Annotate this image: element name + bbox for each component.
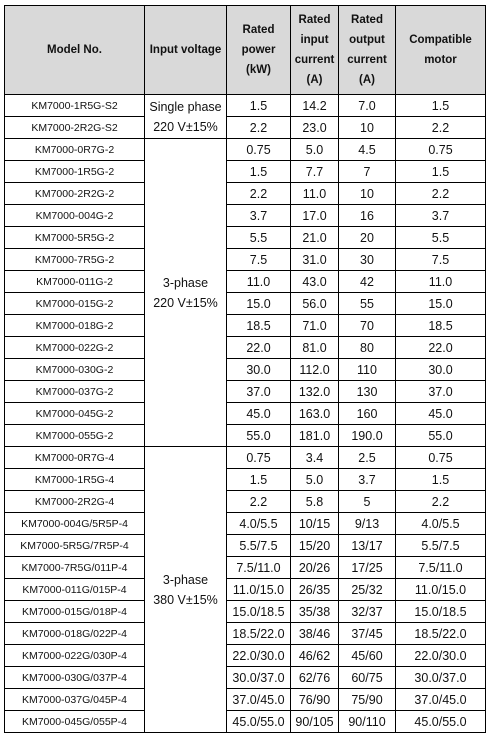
header-rated-input-current [291,6,339,95]
cell-compatible-motor: 45.0 [396,403,486,425]
cell-model-no: KM7000-011G/015P-4 [5,579,145,601]
cell-rated-power: 11.0 [227,271,291,293]
cell-compatible-motor: 5.5/7.5 [396,535,486,557]
cell-rated-input-current: 90/105 [291,711,339,733]
cell-rated-output-current: 4.5 [339,139,396,161]
cell-rated-output-current: 5 [339,491,396,513]
cell-rated-output-current: 160 [339,403,396,425]
cell-rated-input-current: 3.4 [291,447,339,469]
cell-rated-output-current: 13/17 [339,535,396,557]
cell-rated-input-current: 5.8 [291,491,339,513]
cell-model-no: KM7000-045G-2 [5,403,145,425]
cell-rated-output-current: 130 [339,381,396,403]
cell-compatible-motor: 15.0/18.5 [396,601,486,623]
table-body [5,95,486,733]
table-row [5,601,486,623]
header-model-no: Model No. [5,6,145,95]
cell-model-no: KM7000-004G-2 [5,205,145,227]
cell-rated-output-current: 190.0 [339,425,396,447]
cell-compatible-motor: 2.2 [396,117,486,139]
cell-model-no: KM7000-030G/037P-4 [5,667,145,689]
cell-model-no: KM7000-1R5G-4 [5,469,145,491]
cell-rated-power: 7.5/11.0 [227,557,291,579]
cell-rated-output-current: 110 [339,359,396,381]
header-rated-input-current-line: Rated [298,14,331,26]
cell-rated-output-current: 55 [339,293,396,315]
cell-rated-input-current: 23.0 [291,117,339,139]
input-voltage-line: 220 V±15% [153,119,218,134]
cell-rated-power: 15.0 [227,293,291,315]
cell-rated-output-current: 7.0 [339,95,396,117]
cell-compatible-motor: 30.0/37.0 [396,667,486,689]
cell-rated-input-current: 71.0 [291,315,339,337]
cell-model-no: KM7000-0R7G-4 [5,447,145,469]
table-row [5,293,486,315]
table-row [5,337,486,359]
cell-rated-output-current: 37/45 [339,623,396,645]
header-rated-power-line: (kW) [246,64,271,76]
cell-model-no: KM7000-022G/030P-4 [5,645,145,667]
cell-model-no: KM7000-004G/5R5P-4 [5,513,145,535]
input-voltage-line: 3-phase [162,275,209,290]
table-row [5,205,486,227]
cell-rated-power: 2.2 [227,183,291,205]
table-row [5,117,486,139]
cell-compatible-motor: 37.0 [396,381,486,403]
cell-model-no: KM7000-2R2G-4 [5,491,145,513]
header-compatible-motor-line: Compatible [409,34,472,46]
table-row [5,271,486,293]
cell-rated-output-current: 80 [339,337,396,359]
table-row [5,249,486,271]
cell-model-no: KM7000-015G-2 [5,293,145,315]
cell-rated-power: 45.0 [227,403,291,425]
cell-compatible-motor: 11.0 [396,271,486,293]
table-row [5,645,486,667]
cell-rated-input-current: 11.0 [291,183,339,205]
cell-model-no: KM7000-5R5G-2 [5,227,145,249]
cell-rated-power: 5.5/7.5 [227,535,291,557]
table-row [5,95,486,117]
cell-rated-output-current: 25/32 [339,579,396,601]
cell-rated-power: 1.5 [227,469,291,491]
cell-rated-power: 2.2 [227,491,291,513]
cell-rated-input-current: 56.0 [291,293,339,315]
cell-rated-input-current: 112.0 [291,359,339,381]
cell-model-no: KM7000-045G/055P-4 [5,711,145,733]
table-row [5,447,486,469]
header-rated-output-current-line: output [349,34,385,46]
cell-rated-output-current: 9/13 [339,513,396,535]
cell-compatible-motor: 11.0/15.0 [396,579,486,601]
cell-rated-power: 7.5 [227,249,291,271]
cell-rated-power: 15.0/18.5 [227,601,291,623]
table-row [5,183,486,205]
table-row [5,711,486,733]
cell-model-no: KM7000-011G-2 [5,271,145,293]
cell-rated-input-current: 76/90 [291,689,339,711]
cell-rated-power: 3.7 [227,205,291,227]
cell-rated-output-current: 16 [339,205,396,227]
cell-rated-input-current: 46/62 [291,645,339,667]
cell-rated-power: 22.0/30.0 [227,645,291,667]
table-row [5,381,486,403]
cell-rated-output-current: 3.7 [339,469,396,491]
cell-rated-power: 45.0/55.0 [227,711,291,733]
table-row [5,689,486,711]
cell-rated-power: 1.5 [227,95,291,117]
cell-input-voltage [145,139,227,447]
cell-rated-input-current: 181.0 [291,425,339,447]
cell-model-no: KM7000-1R5G-2 [5,161,145,183]
cell-model-no: KM7000-1R5G-S2 [5,95,145,117]
table-row [5,403,486,425]
cell-rated-input-current: 35/38 [291,601,339,623]
cell-rated-input-current: 5.0 [291,469,339,491]
cell-rated-output-current: 30 [339,249,396,271]
cell-model-no: KM7000-5R5G/7R5P-4 [5,535,145,557]
header-rated-output-current-line: current [347,54,387,66]
cell-rated-power: 1.5 [227,161,291,183]
cell-rated-power: 30.0/37.0 [227,667,291,689]
cell-rated-output-current: 75/90 [339,689,396,711]
cell-rated-power: 0.75 [227,139,291,161]
header-rated-output-current-line: Rated [351,14,383,26]
cell-rated-input-current: 7.7 [291,161,339,183]
cell-compatible-motor: 0.75 [396,139,486,161]
cell-model-no: KM7000-037G-2 [5,381,145,403]
cell-rated-power: 30.0 [227,359,291,381]
table-row [5,667,486,689]
cell-compatible-motor: 15.0 [396,293,486,315]
table-row [5,359,486,381]
cell-rated-power: 11.0/15.0 [227,579,291,601]
input-voltage-line: 380 V±15% [153,592,218,607]
cell-compatible-motor: 5.5 [396,227,486,249]
cell-rated-input-current: 132.0 [291,381,339,403]
cell-rated-output-current: 10 [339,117,396,139]
cell-model-no: KM7000-015G/018P-4 [5,601,145,623]
table-row [5,227,486,249]
cell-compatible-motor: 37.0/45.0 [396,689,486,711]
cell-rated-input-current: 26/35 [291,579,339,601]
cell-rated-output-current: 32/37 [339,601,396,623]
table-row [5,161,486,183]
cell-rated-output-current: 90/110 [339,711,396,733]
cell-compatible-motor: 2.2 [396,491,486,513]
cell-model-no: KM7000-7R5G/011P-4 [5,557,145,579]
cell-rated-power: 37.0 [227,381,291,403]
cell-rated-output-current: 70 [339,315,396,337]
cell-model-no: KM7000-018G-2 [5,315,145,337]
cell-rated-output-current: 17/25 [339,557,396,579]
cell-input-voltage [145,447,227,733]
table-row [5,535,486,557]
cell-model-no: KM7000-018G/022P-4 [5,623,145,645]
cell-rated-input-current: 17.0 [291,205,339,227]
cell-model-no: KM7000-2R2G-2 [5,183,145,205]
table-row [5,557,486,579]
cell-compatible-motor: 1.5 [396,469,486,491]
cell-rated-input-current: 62/76 [291,667,339,689]
cell-rated-input-current: 21.0 [291,227,339,249]
cell-model-no: KM7000-030G-2 [5,359,145,381]
cell-compatible-motor: 18.5/22.0 [396,623,486,645]
table-header [5,6,486,95]
cell-rated-input-current: 163.0 [291,403,339,425]
header-input-voltage: Input voltage [145,6,227,95]
table-row [5,469,486,491]
cell-rated-input-current: 43.0 [291,271,339,293]
header-row [5,6,486,95]
header-compatible-motor-line: motor [424,54,457,66]
cell-compatible-motor: 2.2 [396,183,486,205]
cell-compatible-motor: 1.5 [396,95,486,117]
cell-model-no: KM7000-055G-2 [5,425,145,447]
cell-rated-power: 22.0 [227,337,291,359]
cell-compatible-motor: 7.5/11.0 [396,557,486,579]
cell-rated-output-current: 20 [339,227,396,249]
cell-rated-power: 0.75 [227,447,291,469]
cell-rated-power: 18.5/22.0 [227,623,291,645]
table-row [5,139,486,161]
cell-rated-power: 18.5 [227,315,291,337]
cell-rated-output-current: 2.5 [339,447,396,469]
header-rated-power [227,6,291,95]
header-compatible-motor [396,6,486,95]
cell-compatible-motor: 4.0/5.5 [396,513,486,535]
cell-compatible-motor: 22.0 [396,337,486,359]
cell-rated-input-current: 38/46 [291,623,339,645]
table-row [5,425,486,447]
cell-rated-output-current: 45/60 [339,645,396,667]
cell-rated-input-current: 14.2 [291,95,339,117]
cell-compatible-motor: 22.0/30.0 [396,645,486,667]
header-rated-input-current-line: (A) [306,74,323,86]
table-row [5,315,486,337]
cell-rated-output-current: 42 [339,271,396,293]
cell-model-no: KM7000-0R7G-2 [5,139,145,161]
cell-model-no: KM7000-022G-2 [5,337,145,359]
table-row [5,491,486,513]
cell-model-no: KM7000-037G/045P-4 [5,689,145,711]
cell-rated-power: 37.0/45.0 [227,689,291,711]
cell-rated-output-current: 60/75 [339,667,396,689]
header-rated-input-current-line: input [300,34,329,46]
cell-rated-input-current: 31.0 [291,249,339,271]
cell-rated-power: 5.5 [227,227,291,249]
input-voltage-line: 3-phase [162,572,209,587]
input-voltage-line: Single phase [149,99,222,114]
cell-rated-input-current: 20/26 [291,557,339,579]
table-row [5,623,486,645]
cell-rated-input-current: 15/20 [291,535,339,557]
header-rated-output-current-line: (A) [359,74,375,86]
cell-rated-power: 4.0/5.5 [227,513,291,535]
cell-rated-power: 2.2 [227,117,291,139]
specification-table [4,5,486,733]
cell-rated-input-current: 5.0 [291,139,339,161]
cell-input-voltage [145,95,227,139]
header-rated-power-line: power [241,44,276,56]
cell-rated-input-current: 81.0 [291,337,339,359]
cell-rated-output-current: 7 [339,161,396,183]
input-voltage-line: 220 V±15% [153,295,218,310]
cell-compatible-motor: 18.5 [396,315,486,337]
table-row [5,579,486,601]
cell-compatible-motor: 55.0 [396,425,486,447]
cell-compatible-motor: 7.5 [396,249,486,271]
cell-model-no: KM7000-7R5G-2 [5,249,145,271]
cell-rated-output-current: 10 [339,183,396,205]
cell-compatible-motor: 45.0/55.0 [396,711,486,733]
cell-model-no: KM7000-2R2G-S2 [5,117,145,139]
header-rated-input-current-line: current [294,54,335,66]
cell-compatible-motor: 1.5 [396,161,486,183]
header-rated-output-current [339,6,396,95]
table-row [5,513,486,535]
cell-rated-input-current: 10/15 [291,513,339,535]
cell-rated-power: 55.0 [227,425,291,447]
cell-compatible-motor: 0.75 [396,447,486,469]
cell-compatible-motor: 3.7 [396,205,486,227]
cell-compatible-motor: 30.0 [396,359,486,381]
header-rated-power-line: Rated [242,24,275,36]
